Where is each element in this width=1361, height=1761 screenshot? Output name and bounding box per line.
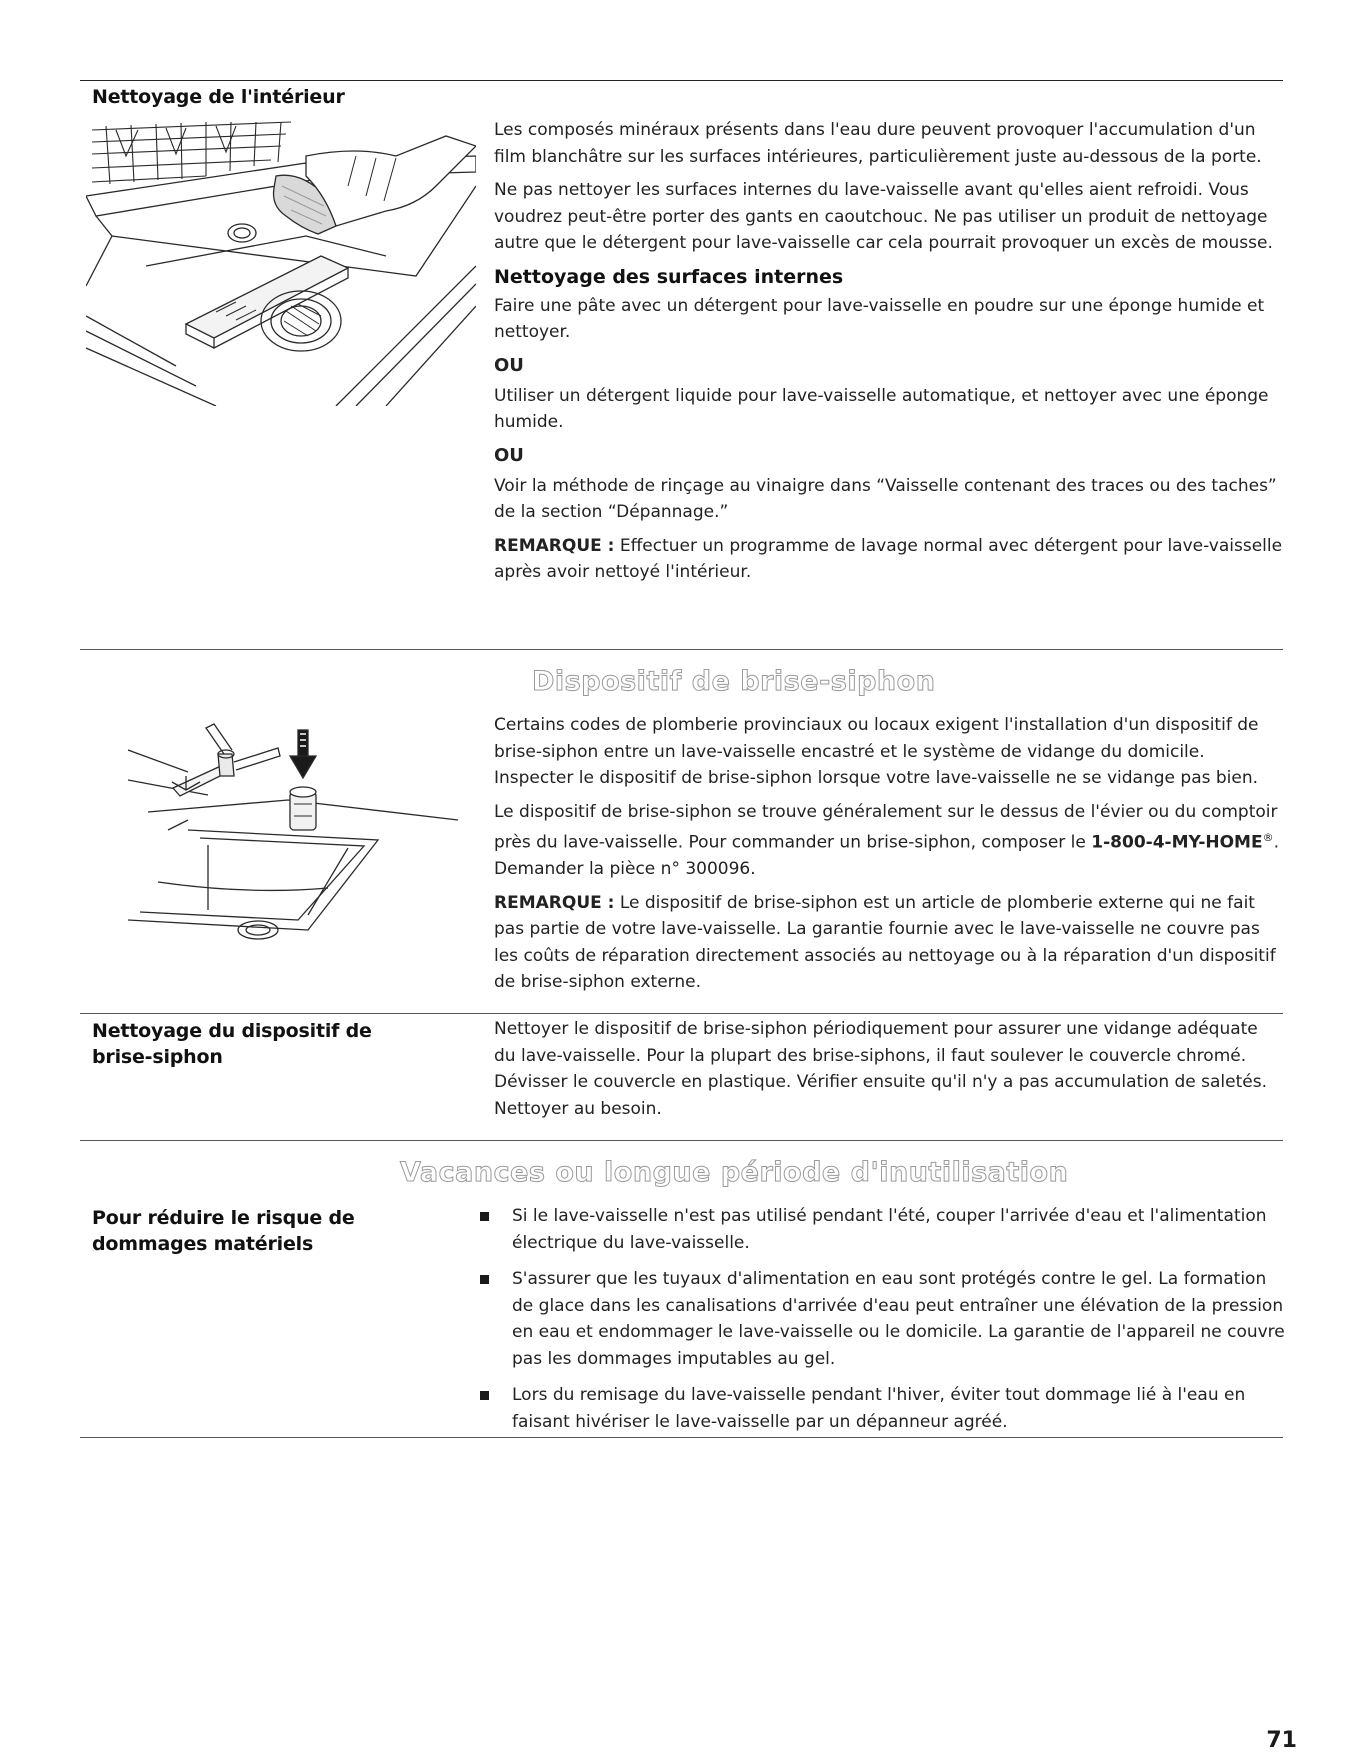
air-gap-note-label: REMARQUE : xyxy=(494,892,615,913)
vinegar-paragraph: Voir la méthode de rinçage au vinaigre dans “Vaisselle contenant des traces ou des taches” de la section “Dépannage.” xyxy=(494,475,1277,522)
internal-surfaces-subheading: Nettoyage des surfaces internes xyxy=(494,265,844,288)
rack-wires xyxy=(92,122,291,184)
bullet-square-icon xyxy=(480,1275,489,1284)
dishwasher-interior-illustration xyxy=(86,116,476,406)
location-text: Le dispositif de brise-siphon se trouve généralement sur le dessus de l'évier ou du comptoir près du lave-vaisselle. Pour commander un brise-siphon, composer le xyxy=(494,801,1278,853)
cool-down-paragraph: Ne pas nettoyer les surfaces internes du lave-vaisselle avant qu'elles aient refroidi. Vous voudrez peut-être porter des gants en caoutchouc. Ne pas utiliser un produit de nettoyage autre que le détergent pour lave-vaisselle car cela pourrait provoquer un excès de mousse. xyxy=(494,180,1273,253)
or-label-2: OU xyxy=(494,444,524,466)
plumbing-codes-paragraph: Certains codes de plomberie provinciaux ou locaux exigent l'installation d'un dispositif de brise-siphon entre un lave-vaisselle encastré et le système de vidange du domicile. Inspecter le dispositif de brise-siphon lorsque votre lave-vaisselle ne se vidange pas bien. xyxy=(494,715,1259,788)
interior-cleaning-text xyxy=(494,117,1284,593)
vacation-section-title: Vacances ou longue période d'inutilisation xyxy=(400,1157,1069,1188)
top-rule xyxy=(80,80,1283,81)
bottom-rule xyxy=(80,1437,1283,1438)
registered-mark: ® xyxy=(1262,831,1274,844)
list-item xyxy=(480,1203,1285,1256)
list-item xyxy=(480,1266,1285,1372)
section-heading-interior-cleaning: Nettoyage de l'intérieur xyxy=(92,86,345,108)
bullet-square-icon xyxy=(480,1212,489,1221)
section-rule-air-gap xyxy=(80,649,1283,650)
vacation-bullets-column xyxy=(480,1203,1285,1445)
air-gap-cleaning-heading: Nettoyage du dispositif de brise-siphon xyxy=(92,1020,372,1068)
section-rule-vacation xyxy=(80,1140,1283,1141)
interior-note xyxy=(494,533,1284,586)
phone-number: 1-800-4-MY-HOME xyxy=(1091,832,1263,853)
air-gap-cleaning-paragraph: Nettoyer le dispositif de brise-siphon périodiquement pour assurer une vidange adéquate du lave-vaisselle. Pour la plupart des brise-siphons, il faut soulever le couvercle chromé. Dévisser le couvercle en plastique. Vérifier ensuite qu'il n'y a pas accumulation de saletés. Nettoyer au besoin. xyxy=(494,1019,1267,1119)
list-item xyxy=(480,1382,1285,1435)
air-gap-cleaning-text xyxy=(494,1016,1284,1129)
air-gap-text xyxy=(494,712,1284,1003)
section-rule-air-gap-cleaning xyxy=(80,1013,1283,1014)
vacation-bullet-list xyxy=(480,1203,1285,1435)
page-number: 71 xyxy=(1266,1728,1297,1753)
air-gap-sink-illustration xyxy=(128,720,458,945)
bullet-square-icon xyxy=(480,1391,489,1400)
bullet-text-summer: Si le lave-vaisselle n'est pas utilisé pendant l'été, couper l'arrivée d'eau et l'alimentation électrique du lave-vaisselle. xyxy=(512,1206,1267,1253)
note-label: REMARQUE : xyxy=(494,535,615,556)
paste-paragraph: Faire une pâte avec un détergent pour lave-vaisselle en poudre sur une éponge humide et nettoyer. xyxy=(494,295,1265,342)
bullet-text-frost: S'assurer que les tuyaux d'alimentation en eau sont protégés contre le gel. La formation de glace dans les canalisations d'arrivée d'eau peut entraîner une élévation de la pression en eau et endommager le lave-vaisselle ou le domicile. La garantie de l'appareil ne couvre pas les dommages imputables au gel. xyxy=(512,1269,1285,1369)
air-gap-note xyxy=(494,890,1284,996)
air-gap-note-text: Le dispositif de brise-siphon est un article de plomberie externe qui ne fait pas partie de votre lave-vaisselle. La garantie fournie avec le lave-vaisselle ne couvre pas les coûts de réparation directement associés au nettoyage ou à la réparation d'un dispositif de brise-siphon externe. xyxy=(494,892,1276,993)
part-number-text: . Demander la pièce n° 300096. xyxy=(494,832,1279,880)
air-gap-section-title: Dispositif de brise-siphon xyxy=(532,666,936,697)
reduce-risk-heading: Pour réduire le risque de dommages matériels xyxy=(92,1207,355,1255)
liquid-detergent-paragraph: Utiliser un détergent liquide pour lave-vaisselle automatique, et nettoyer avec une éponge humide. xyxy=(494,385,1269,432)
note-text: Effectuer un programme de lavage normal avec détergent pour lave-vaisselle après avoir nettoyé l'intérieur. xyxy=(494,535,1283,582)
air-gap-location-paragraph xyxy=(494,799,1284,883)
or-label-1: OU xyxy=(494,354,524,376)
bullet-text-winter: Lors du remisage du lave-vaisselle pendant l'hiver, éviter tout dommage lié à l'eau en faisant hivériser le lave-vaisselle par un dépanneur agréé. xyxy=(512,1385,1246,1432)
hard-water-paragraph: Les composés minéraux présents dans l'eau dure peuvent provoquer l'accumulation d'un film blanchâtre sur les surfaces intérieures, particulièrement juste au-dessous de la porte. xyxy=(494,120,1262,167)
